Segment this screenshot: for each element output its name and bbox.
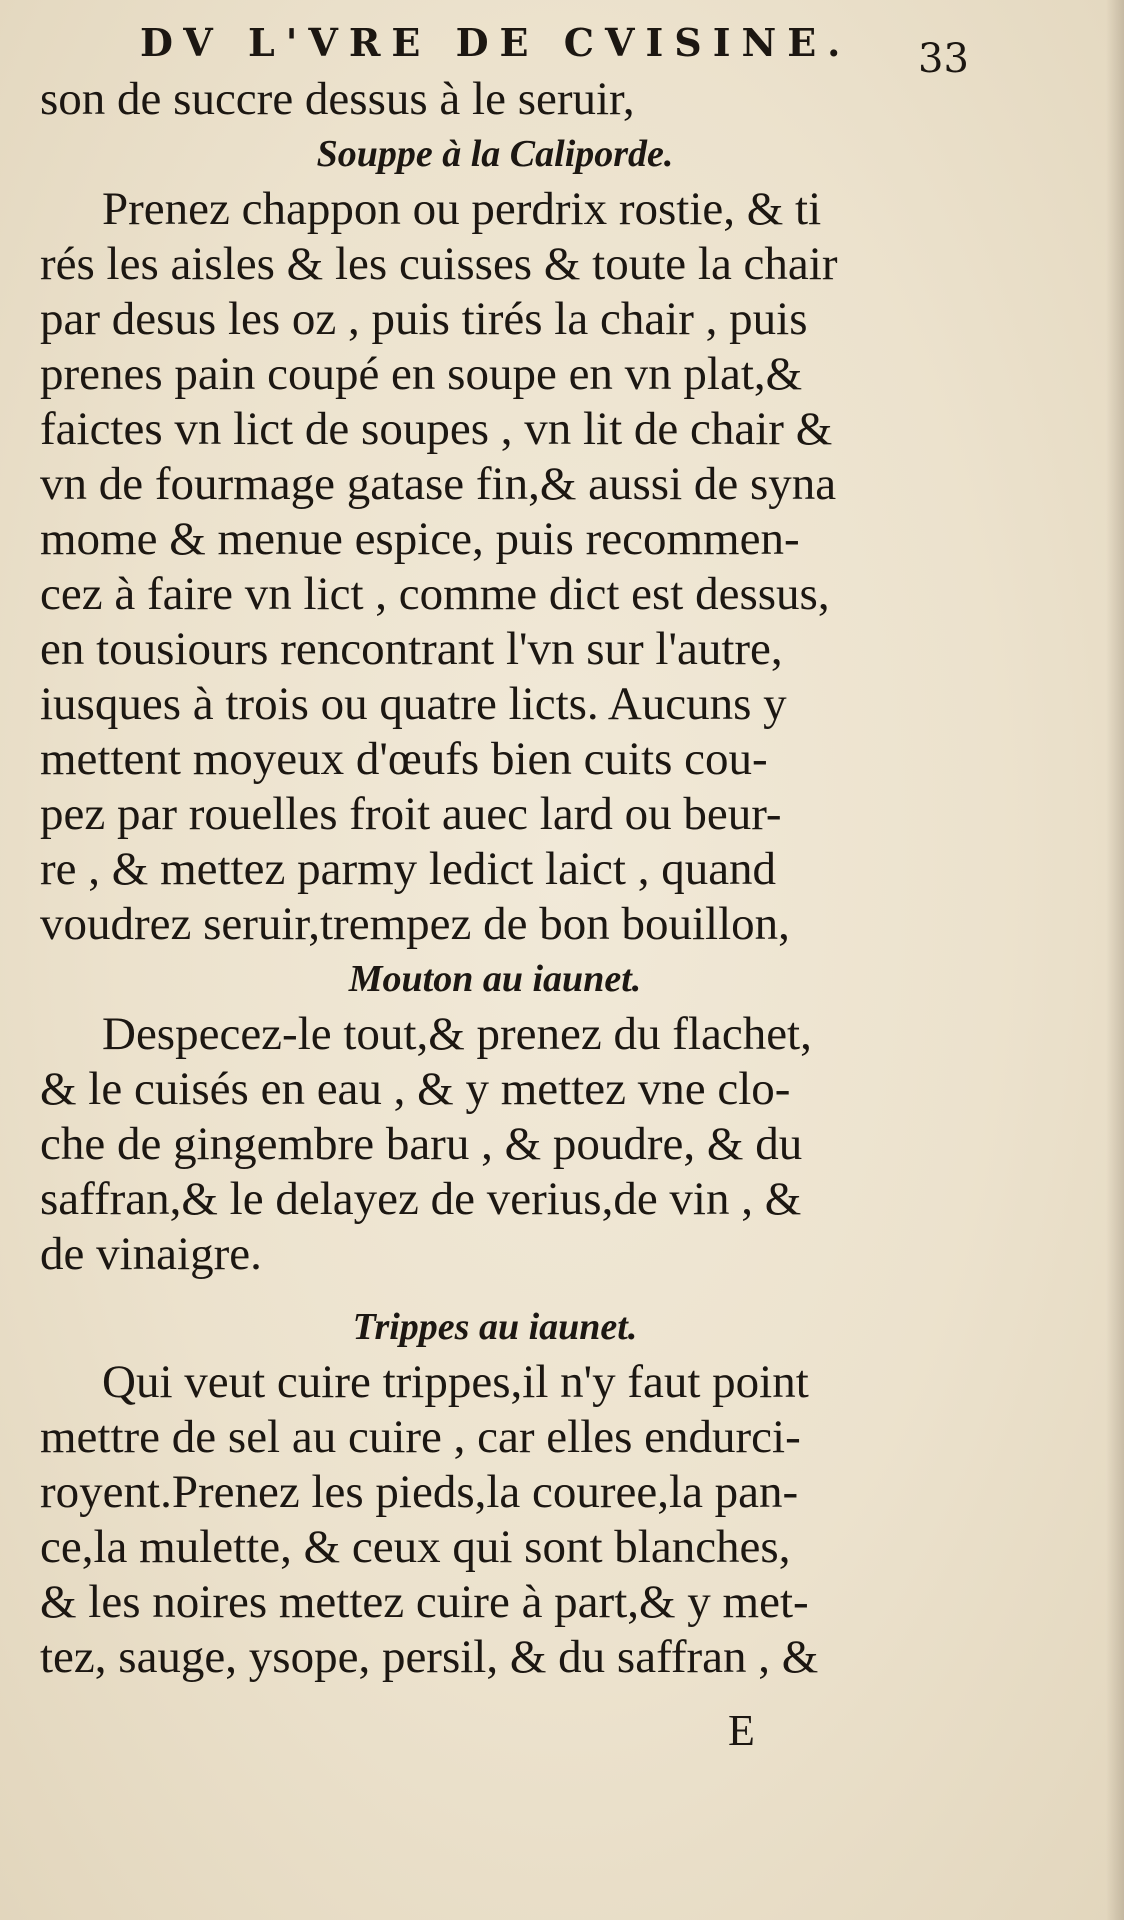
text-line: Despecez-le tout,& prenez du flachet, (102, 1008, 812, 1060)
text-line: iusques à trois ou quatre licts. Aucuns y (40, 678, 787, 730)
signature-mark: E (728, 1706, 755, 1755)
text-line: re , & mettez parmy ledict laict , quand (40, 843, 777, 895)
text-line: voudrez seruir,trempez de bon bouillon, (40, 898, 790, 950)
running-head: DV L'VRE DE CVISINE. (140, 20, 852, 65)
section-heading: Souppe à la Caliporde. (316, 133, 674, 175)
text-line: rés les aisles & les cuisses & toute la chair (40, 238, 838, 290)
text-line: son de succre dessus à le seruir, (40, 73, 635, 125)
text-line: saffran,& le delayez de verius,de vin , & (40, 1173, 802, 1225)
section-gap (40, 1282, 950, 1300)
text-line: tez, sauge, ysope, persil, & du saffran , & (40, 1631, 819, 1683)
text-line: royent.Prenez les pieds,la couree,la pan- (40, 1466, 799, 1518)
text-line: vn de fourmage gatase fin,& aussi de syna (40, 458, 837, 510)
text-line: pez par rouelles froit auec lard ou beur- (40, 788, 782, 840)
text-line: ce,la mulette, & ceux qui sont blanches, (40, 1521, 791, 1573)
text-line: & le cuisés en eau , & y mettez vne clo- (40, 1063, 791, 1115)
text-line: & les noires mettez cuire à part,& y met- (40, 1576, 809, 1628)
page-number: 33 (918, 36, 969, 82)
text-line: cez à faire vn lict , comme dict est dessus, (40, 568, 830, 620)
body-text (40, 72, 950, 1685)
text-line: che de gingembre baru , & poudre, & du (40, 1118, 803, 1170)
text-line: Qui veut cuire trippes,il n'y faut point (102, 1356, 809, 1408)
text-line: par desus les oz , puis tirés la chair , puis (40, 293, 808, 345)
text-line: prenes pain coupé en soupe en vn plat,& (40, 348, 803, 400)
text-line: mettre de sel au cuire , car elles endurci- (40, 1411, 801, 1463)
page-edge-shadow (1106, 0, 1124, 1920)
text-line: mome & menue espice, puis recommen- (40, 513, 800, 565)
text-line: de vinaigre. (40, 1228, 262, 1280)
text-line: Prenez chappon ou perdrix rostie, & ti (102, 183, 822, 235)
text-line: en tousiours rencontrant l'vn sur l'autre, (40, 623, 783, 675)
section-heading: Mouton au iaunet. (348, 958, 642, 1000)
text-line: faictes vn lict de soupes , vn lit de chair & (40, 403, 833, 455)
section-heading: Trippes au iaunet. (352, 1306, 638, 1348)
text-line: mettent moyeux d'œufs bien cuits cou- (40, 733, 768, 785)
